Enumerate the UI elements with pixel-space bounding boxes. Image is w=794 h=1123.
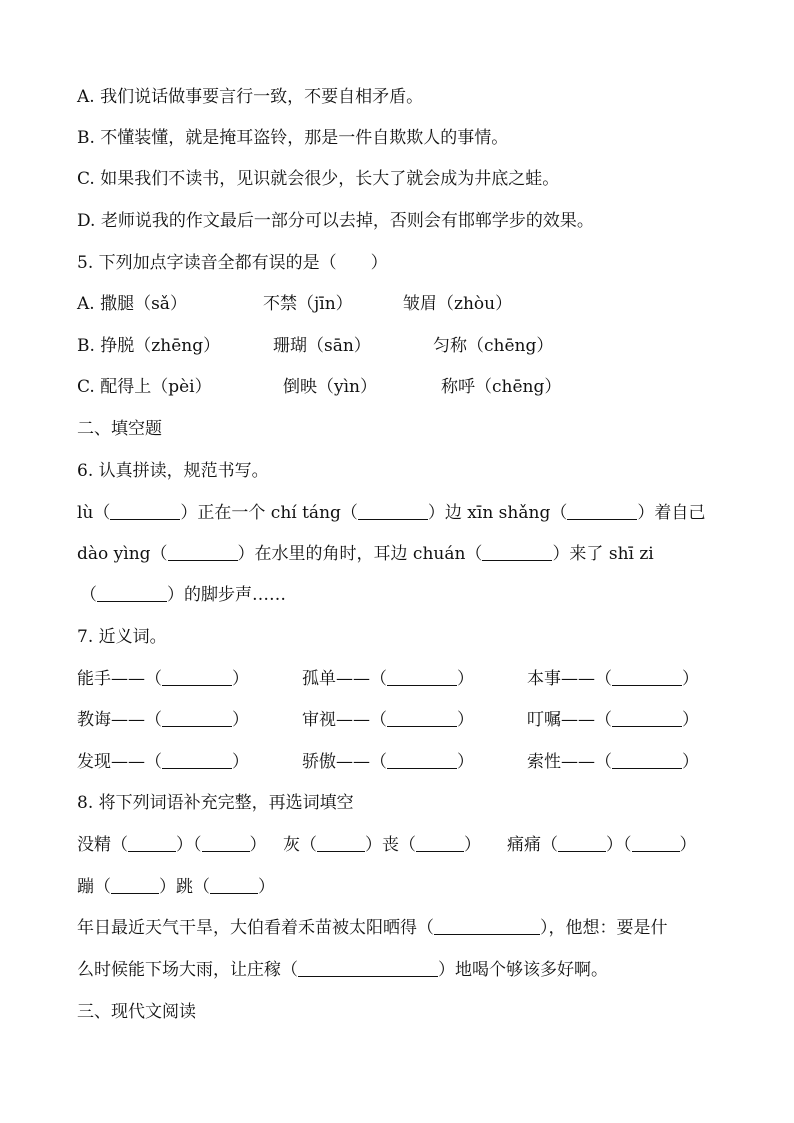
q6-text: lù（ [77,503,111,523]
q8-blank[interactable] [416,833,464,852]
q5-row-a [77,291,734,317]
q7-close: ） [682,669,699,689]
q6-line-3 [80,582,734,608]
q8-text: ） [679,835,697,855]
q8-blank[interactable] [111,875,159,894]
q8-blank[interactable] [210,875,258,894]
q8-blank[interactable] [558,833,606,852]
q7-stem: 7. 近义词。 [77,627,167,647]
q8-text: 痛痛（ [507,835,558,855]
q6-blank-lu[interactable] [110,501,180,520]
q6-line-2 [77,541,734,567]
q4-option-c: C. 如果我们不读书，见识就会很少，长大了就会成为井底之蛙。 [77,169,560,189]
q8-words-row-1 [77,832,734,858]
q6-blank-daoying[interactable] [168,542,238,561]
q5-row-b-item-3: 匀称（chēng） [433,336,554,356]
q8-text: ） [464,835,481,855]
q6-text: ）来了 shī zi [552,544,654,564]
q8-text: ）丧（ [365,835,416,855]
q7-blank[interactable] [612,667,682,686]
q6-stem: 6. 认真拼读，规范书写。 [77,461,269,481]
q7-blank[interactable] [162,708,232,727]
q5-row-b-item-1: B. 挣脱（zhēng） [77,336,221,356]
q5-row-a-item-2: 不禁（jīn） [263,294,353,314]
q8-text: 灰（ [283,835,317,855]
q8-text: 么时候能下场大雨，让庄稼（ [77,960,298,980]
q5-row-c-item-2: 倒映（yìn） [283,377,377,397]
q7-close: ） [232,669,249,689]
q8-blank[interactable] [202,833,250,852]
q5-row-a-item-1: A. 撒腿（sǎ） [77,294,187,314]
q7-blank[interactable] [162,750,232,769]
q7-close: ） [682,710,699,730]
q6-text: （ [80,585,97,605]
q8-sentence-line-1 [77,915,734,941]
q8-text: ）跳（ [159,877,210,897]
q8-blank-sentence-1[interactable] [434,916,540,935]
q5-row-c-item-1: C. 配得上（pèi） [77,377,212,397]
q8-text: 年日最近天气干旱，大伯看着禾苗被太阳晒得（ [77,918,434,938]
q8-text: 蹦（ [77,877,111,897]
q6-text: dào yìng（ [77,544,168,564]
q7-row-1 [77,666,734,692]
q6-blank-xinshang[interactable] [567,501,637,520]
q5-row-b [77,333,734,359]
q6-blank-chuan[interactable] [482,542,552,561]
q6-text: ）在水里的角时，耳边 chuán（ [237,544,483,564]
q7-blank[interactable] [387,750,457,769]
q7-word: 叮嘱——（ [527,710,612,730]
q7-blank[interactable] [612,750,682,769]
q8-text: ） [258,877,275,897]
q5-row-c [77,374,734,400]
q5-row-a-item-3: 皱眉（zhòu） [403,294,513,314]
q6-blank-chitang[interactable] [358,501,428,520]
q8-text: ）地喝个够该多好啊。 [438,960,608,980]
q7-word: 教诲——（ [77,710,162,730]
q8-text: 没精（ [77,835,128,855]
q7-word: 骄傲——（ [302,752,387,772]
q7-close: ） [457,669,474,689]
q5-row-c-item-3: 称呼（chēng） [441,377,562,397]
q7-blank[interactable] [162,667,232,686]
q8-text: ），他想：要是什 [540,918,668,938]
q7-word: 审视——（ [302,710,387,730]
q7-row-2 [77,707,734,733]
q6-text: ）边 xīn shǎng（ [427,503,568,523]
q7-word: 发现——（ [77,752,162,772]
q8-stem: 8. 将下列词语补充完整，再选词填空 [77,793,354,813]
q8-text: ）（ [606,835,632,855]
q8-sentence-line-2 [77,957,734,983]
q7-row-3 [77,749,734,775]
q7-word: 索性——（ [527,752,612,772]
q7-close: ） [682,752,699,772]
q8-blank[interactable] [632,833,680,852]
q8-blank[interactable] [317,833,365,852]
section-title-fill-blank: 二、填空题 [77,419,162,439]
q7-word: 能手——（ [77,669,162,689]
q7-blank[interactable] [387,667,457,686]
q6-text: ）的脚步声…… [167,585,286,605]
q6-blank-shizi[interactable] [97,583,167,602]
q8-blank-sentence-2[interactable] [298,958,438,977]
q6-line-1 [77,500,734,526]
q7-close: ） [457,752,474,772]
q7-word: 孤单——（ [302,669,387,689]
q7-word: 本事——（ [527,669,612,689]
q7-blank[interactable] [612,708,682,727]
q5-stem: 5. 下列加点字读音全都有误的是（ ） [77,253,388,273]
q7-close: ） [457,710,474,730]
q8-text: ） [249,835,267,855]
q8-text: ）（ [176,835,202,855]
q4-option-b: B. 不懂装懂，就是掩耳盗铃，那是一件自欺欺人的事情。 [77,128,509,148]
q4-option-a: A. 我们说话做事要言行一致，不要自相矛盾。 [77,87,424,107]
section-title-reading: 三、现代文阅读 [77,1002,196,1022]
q7-close: ） [232,752,249,772]
q7-blank[interactable] [387,708,457,727]
q8-blank[interactable] [128,833,176,852]
q5-row-b-item-2: 珊瑚（sān） [273,336,371,356]
q4-option-d: D. 老师说我的作文最后一部分可以去掉，否则会有邯郸学步的效果。 [77,211,594,231]
q6-text: ）正在一个 chí táng（ [180,503,358,523]
q8-words-row-2 [77,874,734,900]
q6-text: ）着自己 [637,503,706,523]
q7-close: ） [232,710,249,730]
